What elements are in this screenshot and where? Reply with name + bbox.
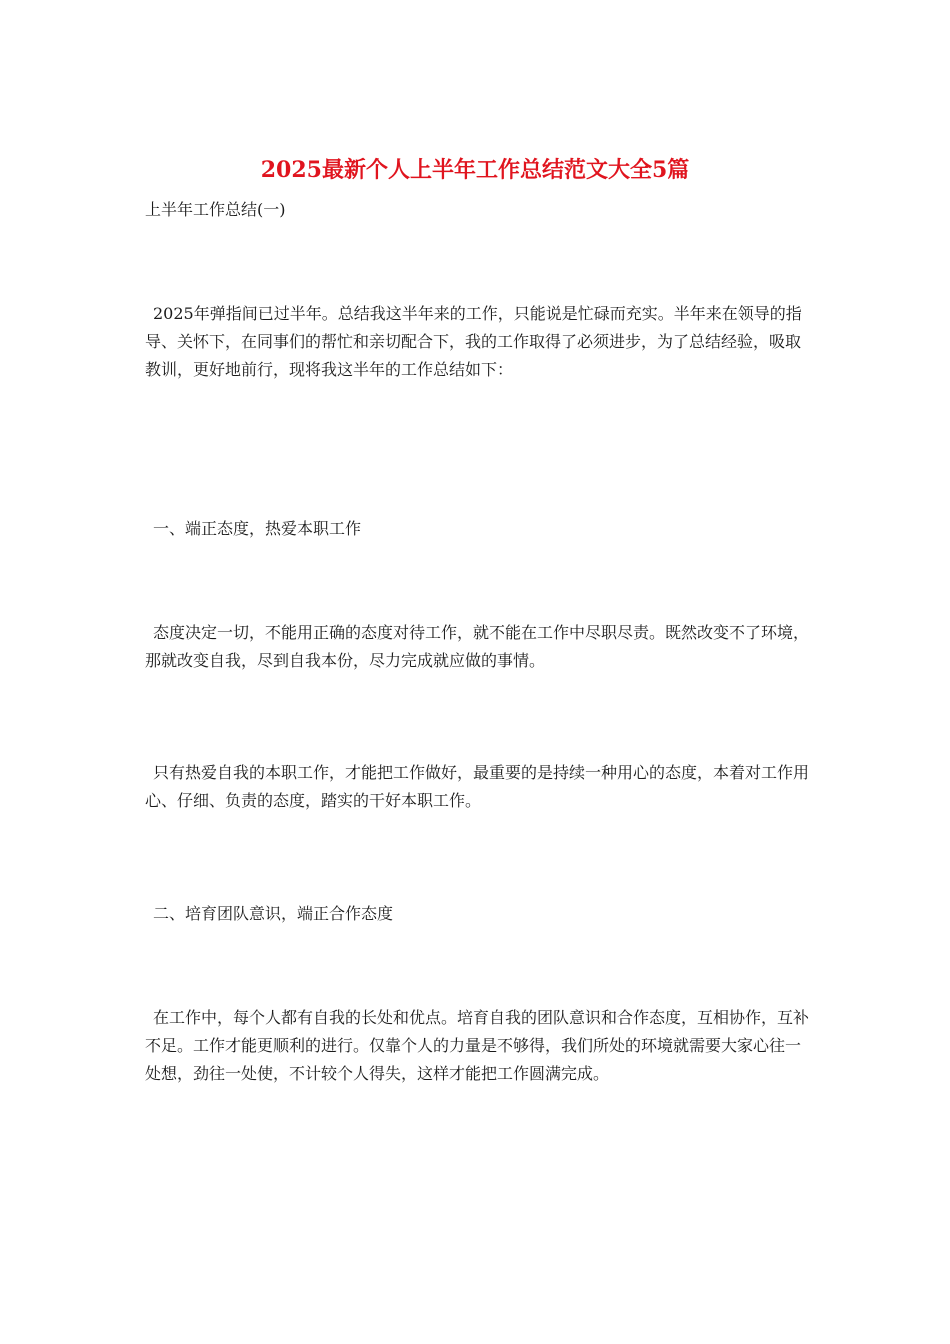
document-title: 2025最新个人上半年工作总结范文大全5篇 [260, 157, 690, 183]
section-1-paragraph-1: 态度决定一切，不能用正确的态度对待工作，就不能在工作中尽职尽责。既然改变不了环境，那就改变自我，尽到自我本份，尽力完成就应做的事情。 [145, 623, 810, 670]
section-1-paragraph-2: 只有热爱自我的本职工作，才能把工作做好，最重要的是持续一种用心的态度，本着对工作用心、仔细、负责的态度，踏实的干好本职工作。 [145, 763, 810, 810]
intro-paragraph: 2025年弹指间已过半年。总结我这半年来的工作，只能说是忙碌而充实。半年来在领导的指导、关怀下，在同事们的帮忙和亲切配合下，我的工作取得了必须进步，为了总结经验，吸取教训，更好地前行，现将我这半年的工作总结如下： [145, 304, 802, 379]
document-subtitle: 上半年工作总结(一) [145, 200, 286, 219]
section-1-heading: 一、端正态度，热爱本职工作 [153, 519, 362, 538]
section-2-paragraph-1: 在工作中，每个人都有自我的长处和优点。培育自我的团队意识和合作态度，互相协作，互补不足。工作才能更顺利的进行。仅靠个人的力量是不够得，我们所处的环境就需要大家心往一处想，劲往一处使，不计较个人得失，这样才能把工作圆满完成。 [145, 1008, 810, 1083]
section-2-heading: 二、培育团队意识，端正合作态度 [153, 904, 394, 923]
